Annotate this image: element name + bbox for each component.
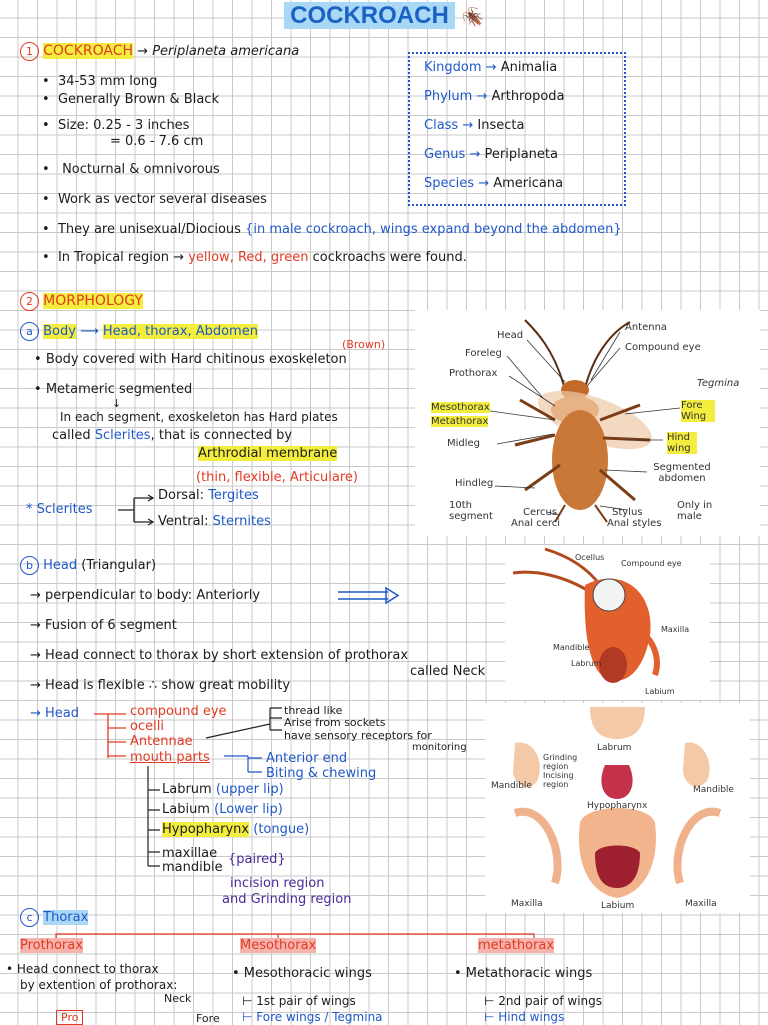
cockroach-figure (415, 310, 760, 536)
scientific-name: Periplaneta americana (152, 44, 300, 59)
morph-line-1: • Body covered with Hard chitinous exoskeleton (34, 352, 347, 367)
label-hind-wing: Hind wing (667, 432, 697, 454)
subsection-number: b (20, 556, 39, 575)
thorax-pro: Prothorax (20, 938, 83, 953)
bullet-nocturnal: • Nocturnal & omnivorous (42, 162, 220, 177)
meso-text: 1st pair of wings (256, 994, 356, 1008)
head-line-4: → Head is flexible ∴ show great mobility (30, 678, 291, 693)
bullet-text: 34-53 mm long (57, 74, 158, 89)
arrow: → (462, 118, 474, 133)
section-number: 2 (20, 292, 39, 311)
morph-line-2: • Metameric segmented (34, 382, 193, 397)
arrow: → (478, 176, 490, 191)
ventral-label: Ventral: (158, 514, 209, 529)
labium-term: Labium (162, 802, 210, 817)
subsection-number: a (20, 322, 39, 341)
mp-mandible: mandible (162, 860, 223, 875)
label-only-male: Only in male (677, 500, 713, 522)
arrow: → (137, 44, 149, 59)
label-fore-wing: Fore Wing (681, 400, 715, 422)
meso-text: Fore wings / Tegmina (256, 1010, 383, 1024)
thorax-heading (20, 908, 88, 927)
grinding-note: and Grinding region (222, 892, 352, 907)
label-ocellus: Ocellus (575, 553, 605, 562)
antennae-note-3b: monitoring (412, 742, 467, 753)
dorsal-label: Dorsal: (158, 488, 205, 503)
head-tree-bracket (94, 708, 130, 764)
label-incising-region: Incising region (543, 771, 574, 789)
bullet-text: Nocturnal & omnivorous (62, 162, 220, 177)
taxonomy-value: Arthropoda (491, 89, 565, 104)
bullet-color: • Generally Brown & Black (42, 92, 219, 107)
label-antenna: Antenna (625, 322, 668, 333)
pro-line-1: • Head connect to thorax (6, 962, 159, 976)
taxonomy-row (424, 147, 558, 162)
thorax-label: Thorax (43, 910, 89, 925)
taxonomy-key: Genus (424, 147, 466, 162)
head-heading (20, 556, 156, 575)
ventral-row (158, 514, 271, 529)
head-figure (505, 545, 710, 700)
mp-labrum (162, 782, 284, 797)
fore-label: Fore (196, 1012, 220, 1025)
taxonomy-key: Species (424, 176, 475, 191)
sclerites-term: Sclerites (94, 428, 151, 443)
morph-line-3: In each segment, exoskeleton has Hard plates (60, 410, 338, 424)
arrow: → (476, 89, 488, 104)
taxonomy-key: Phylum (424, 89, 473, 104)
head-tree-root: → Head (30, 706, 80, 721)
taxonomy-value: Periplaneta (484, 147, 558, 162)
taxonomy-value: Insecta (477, 118, 525, 133)
mouth-note-biting: Biting & chewing (266, 766, 377, 781)
antennae-note-1: thread like (284, 704, 343, 717)
label-hypopharynx-mp: Hypopharynx (587, 801, 648, 811)
arthrodial-membrane: Arthrodial membrane (198, 446, 338, 461)
meso-line-1: • Mesothoracic wings (232, 966, 372, 981)
triangular-note: (Triangular) (81, 558, 157, 573)
double-arrow-icon (336, 586, 402, 606)
neck-label: Neck (164, 992, 192, 1005)
section-label: MORPHOLOGY (43, 293, 143, 309)
sclerites-label: * Sclerites (26, 502, 93, 517)
incision-note: incision region (230, 876, 325, 891)
dorsal-row (158, 488, 259, 503)
tergites-term: Tergites (208, 488, 259, 503)
label-compound-eye: Compound eye (625, 342, 701, 353)
subsection-number: c (20, 908, 39, 927)
body-label: Body (43, 324, 76, 339)
arrow: → (485, 60, 497, 75)
label-tegmina: Tegmina (697, 378, 740, 389)
head-compound-eye: compound eye (130, 704, 227, 719)
antennae-note-3: have sensory receptors for (284, 729, 432, 742)
mouthparts-figure (485, 703, 750, 913)
bullet-text: They are unisexual/Diocious (57, 222, 241, 237)
bullet-vector: • Work as vector several diseases (42, 192, 267, 207)
label-labrum-head: Labrum (571, 659, 602, 668)
label-head: Head (497, 330, 524, 341)
page-title (0, 2, 768, 30)
head-line-3b: called Neck (410, 664, 486, 679)
body-heading: a Body ⟶ Head, thorax, Abdomen (20, 322, 258, 341)
labrum-note: (upper lip) (215, 782, 284, 797)
label-mandible-right: Mandible (693, 785, 734, 795)
pro-box: Pro (56, 1010, 83, 1025)
taxonomy-row (424, 89, 565, 104)
paired-note: {paired} (228, 852, 286, 867)
sclerites-bracket (116, 494, 156, 528)
title-text: COCKROACH (284, 2, 455, 29)
label-foreleg: Foreleg (465, 348, 502, 359)
label-stylus: Stylus (612, 507, 643, 518)
bullet-tropical: • In Tropical region → yellow, Red, green cockroachs were found. (42, 250, 467, 265)
label-anal-styles: Anal styles (607, 518, 662, 529)
thorax-meta: metathorax (478, 938, 555, 953)
male-wing-note: {in male cockroach, wings expand beyond the abdomen} (245, 222, 622, 237)
label-metathorax: Metathorax (431, 416, 489, 427)
label-compound-eye-head: Compound eye (621, 559, 682, 568)
section-1-heading (20, 42, 299, 61)
bullet-length: • 34-53 mm long (42, 74, 158, 89)
bullet-text: Work as vector several diseases (57, 192, 267, 207)
label-hindleg: Hindleg (455, 478, 494, 489)
thorax-meso: Mesothorax (240, 938, 317, 953)
pro-line-2: by extention of prothorax: (20, 978, 178, 992)
sternites-term: Sternites (212, 514, 271, 529)
meta-line-3: ⊢ Hind wings (484, 1010, 565, 1024)
brown-note: (Brown) (342, 338, 386, 351)
taxonomy-key: Class (424, 118, 459, 133)
antennae-bracket (204, 704, 284, 744)
mp-maxillae: maxillae (162, 846, 218, 861)
head-ocelli: ocelli (130, 719, 164, 734)
taxonomy-value: Americana (493, 176, 564, 191)
mouth-parts-tree (142, 766, 162, 872)
section-number: 1 (20, 42, 39, 61)
section-label: COCKROACH (43, 43, 134, 59)
taxonomy-row (424, 118, 524, 133)
hypopharynx-term: Hypopharynx (162, 822, 250, 837)
label-grinding-region: Grinding region (543, 753, 578, 771)
size-cm: = 0.6 - 7.6 cm (110, 134, 204, 149)
down-arrow: ↓ (112, 397, 122, 410)
cockroach-icon: 🪳 (461, 7, 484, 27)
label-maxilla-right: Maxilla (685, 899, 717, 909)
taxonomy-row (424, 60, 557, 75)
head-line-2: → Fusion of 6 segment (30, 618, 177, 633)
mouth-parts-bracket (222, 750, 266, 780)
body-parts: Head, thorax, Abdomen (102, 324, 258, 339)
membrane-props: (thin, flexible, Articulare) (196, 470, 358, 485)
meso-line-2: ⊢ 1st pair of wings (242, 994, 356, 1008)
meta-text: 2nd pair of wings (498, 994, 603, 1008)
label-maxilla-left: Maxilla (511, 899, 543, 909)
label-mandible-head: Mandible (553, 643, 590, 652)
bullet-text: Size: 0.25 - 3 inches (57, 118, 190, 133)
label-labrum-mp: Labrum (597, 743, 632, 753)
label-midleg: Midleg (447, 438, 481, 449)
labium-note: (Lower lip) (214, 802, 283, 817)
line-text: Metameric segmented (45, 382, 193, 397)
mp-labium (162, 802, 283, 817)
labrum-term: Labrum (162, 782, 212, 797)
label-anal-cerci: Anal cerci (511, 518, 561, 529)
bullet-text: In Tropical region → (57, 250, 185, 265)
taxonomy-box (408, 52, 626, 206)
arrow: → (469, 147, 481, 162)
label-mandible-left: Mandible (491, 781, 532, 791)
head-illustration (505, 545, 710, 700)
taxonomy-row (424, 176, 563, 191)
label-cercus: Cercus (523, 507, 558, 518)
meta-text: Hind wings (498, 1010, 565, 1024)
bullet-size: • Size: 0.25 - 3 inches (42, 118, 190, 133)
head-antennae: Antennae (130, 734, 193, 749)
hypopharynx-note: (tongue) (253, 822, 310, 837)
bullet-unisexual: • They are unisexual/Diocious {in male cockroach, wings expand beyond the abdomen} (42, 222, 622, 237)
meta-line-1: • Metathoracic wings (454, 966, 593, 981)
bullet-text-end: cockroachs were found. (312, 250, 467, 265)
morph-line-4 (52, 428, 292, 443)
label-mesothorax: Mesothorax (431, 402, 490, 413)
colors-note: yellow, Red, green (188, 250, 309, 265)
antennae-note-2: Arise from sockets (284, 716, 386, 729)
label-prothorax: Prothorax (449, 368, 498, 379)
label-labium-head: Labium (645, 687, 675, 696)
taxonomy-value: Animalia (500, 60, 558, 75)
line-text: Body covered with Hard chitinous exoskeleton (45, 352, 347, 367)
meta-line-2: ⊢ 2nd pair of wings (484, 994, 603, 1008)
taxonomy-key: Kingdom (424, 60, 482, 75)
head-mouth-parts: mouth parts (130, 750, 210, 765)
mouth-note-anterior: Anterior end (266, 751, 348, 766)
label-segmented-abdomen: Segmented abdomen (653, 462, 711, 484)
label-labium-mp: Labium (601, 901, 635, 911)
line-text: called (52, 428, 91, 443)
label-10th-segment: 10th segment (449, 500, 493, 522)
mp-hypopharynx (162, 822, 309, 837)
meso-line-3: ⊢ Fore wings / Tegmina (242, 1010, 383, 1024)
head-line-1: → perpendicular to body: Anteriorly (30, 588, 261, 603)
head-line-3: → Head connect to thorax by short extension of prothorax (30, 648, 409, 663)
bullet-text: Generally Brown & Black (57, 92, 219, 107)
line-text: , that is connected by (150, 428, 293, 443)
label-maxilla-head: Maxilla (661, 625, 690, 634)
section-2-heading (20, 292, 143, 311)
head-label: Head (43, 558, 78, 573)
